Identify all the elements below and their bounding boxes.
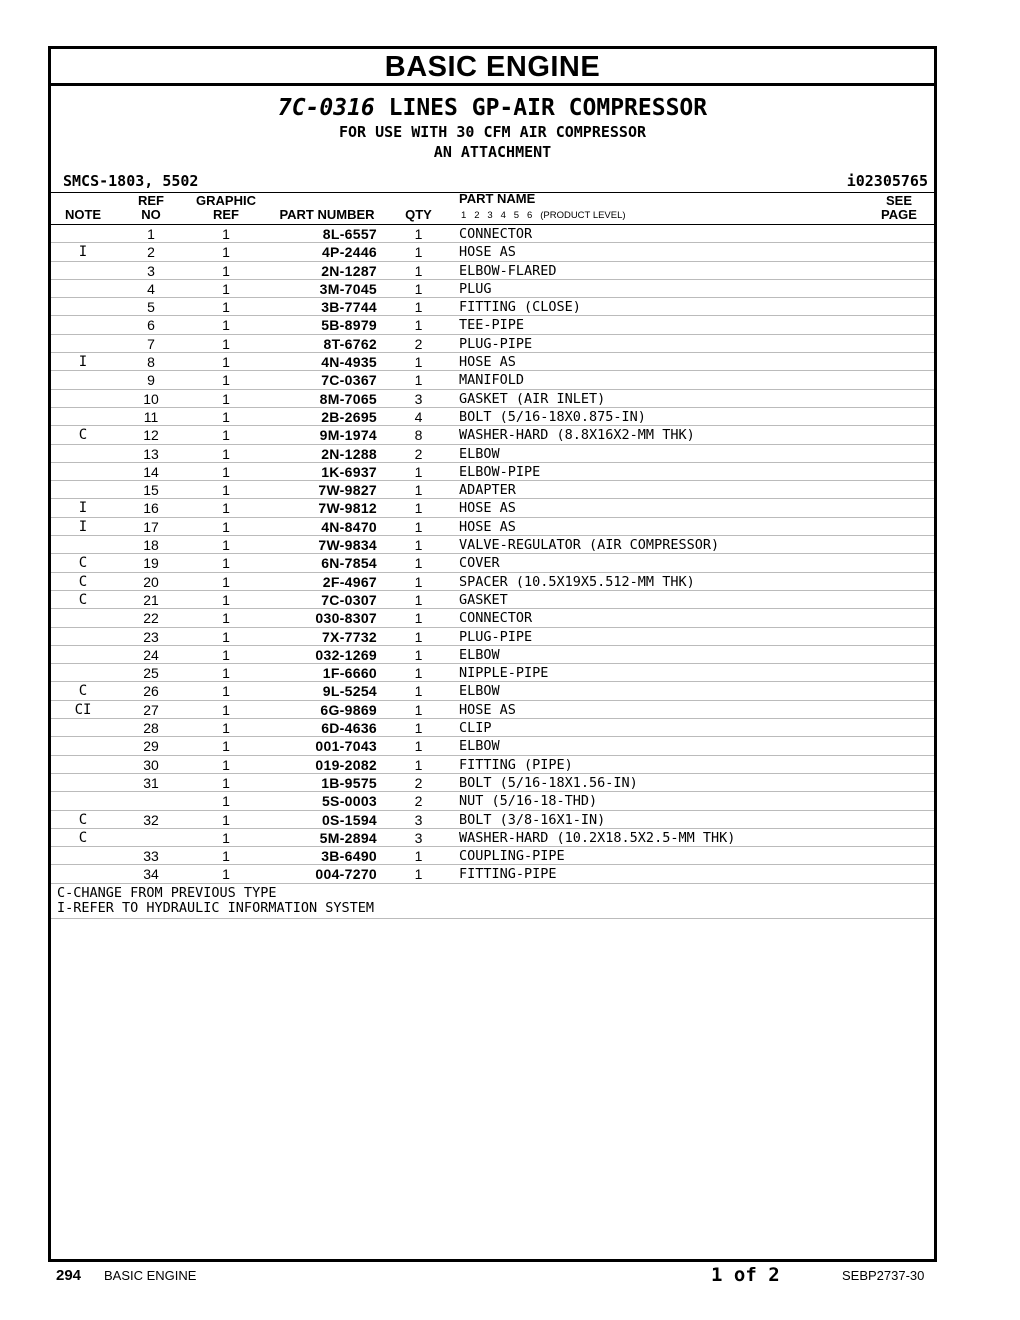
row-part-number: 8T-6762 — [323, 335, 377, 352]
row-graphic-ref: 1 — [222, 299, 230, 316]
row-qty: 1 — [414, 591, 423, 608]
row-part-number: 7C-0367 — [321, 372, 377, 389]
col-note: NOTE — [64, 207, 102, 222]
row-note: I — [78, 244, 88, 261]
row-part-number: 1B-9575 — [321, 774, 377, 791]
row-note: I — [78, 518, 88, 535]
row-part-name: FITTING-PIPE — [459, 866, 557, 883]
table-row — [51, 756, 934, 774]
row-part-number: 6N-7854 — [321, 555, 377, 572]
group-name: LINES GP-AIR COMPRESSOR — [388, 95, 708, 121]
row-part-number: 7W-9812 — [318, 500, 377, 517]
footer-section: BASIC ENGINE — [104, 1268, 197, 1283]
row-part-name: GASKET — [459, 591, 508, 608]
row-ref-no: 13 — [143, 445, 159, 462]
row-ref-no: 12 — [143, 427, 159, 444]
row-part-name: HOSE AS — [459, 701, 516, 718]
row-note: C — [78, 683, 88, 700]
table-row — [51, 481, 934, 499]
row-ref-no: 27 — [143, 701, 159, 718]
col-ref-2: NO — [141, 207, 161, 222]
row-qty: 1 — [414, 354, 423, 371]
notes-legend — [51, 884, 934, 919]
section-title: BASIC ENGINE — [51, 49, 934, 86]
row-ref-no: 29 — [143, 738, 159, 755]
table-row — [51, 573, 934, 591]
table-row — [51, 243, 934, 261]
row-ref-no: 5 — [147, 299, 155, 316]
row-part-number: 2N-1288 — [321, 445, 377, 462]
table-row — [51, 280, 934, 298]
row-graphic-ref: 1 — [222, 354, 230, 371]
row-ref-no: 17 — [143, 518, 159, 535]
table-row — [51, 664, 934, 682]
row-part-number: 5M-2894 — [319, 829, 377, 846]
row-graphic-ref: 1 — [222, 793, 230, 810]
row-note: C — [78, 573, 88, 590]
row-part-name: MANIFOLD — [459, 372, 525, 389]
row-qty: 1 — [414, 683, 423, 700]
row-graphic-ref: 1 — [222, 244, 230, 261]
row-qty: 3 — [414, 811, 423, 828]
row-part-number: 004-7270 — [315, 866, 377, 883]
document-id: i02305765 — [846, 172, 928, 190]
row-qty: 2 — [414, 774, 423, 791]
row-ref-no: 22 — [143, 610, 159, 627]
document-number: SEBP2737-30 — [842, 1268, 925, 1283]
row-part-name: WASHER-HARD (8.8X16X2-MM THK) — [459, 427, 695, 444]
row-part-number: 2N-1287 — [321, 262, 377, 279]
row-part-number: 019-2082 — [315, 756, 377, 773]
row-ref-no: 2 — [147, 244, 155, 261]
row-part-name: SPACER (10.5X19X5.512-MM THK) — [459, 573, 695, 590]
parts-list-frame — [48, 46, 937, 1262]
page-footer — [0, 1262, 1020, 1292]
table-row — [51, 499, 934, 517]
row-qty: 2 — [414, 445, 423, 462]
table-row — [51, 445, 934, 463]
row-qty: 1 — [414, 244, 423, 261]
row-graphic-ref: 1 — [222, 573, 230, 590]
col-product-level: 1 2 3 4 5 6 (PRODUCT LEVEL) — [461, 210, 626, 221]
row-part-number: 1F-6660 — [322, 665, 377, 682]
row-part-number: 7C-0307 — [321, 591, 377, 608]
row-ref-no: 32 — [143, 811, 159, 828]
table-header — [51, 192, 934, 225]
row-graphic-ref: 1 — [222, 756, 230, 773]
row-qty: 1 — [414, 610, 423, 627]
row-part-number: 3M-7045 — [319, 280, 377, 297]
row-ref-no: 28 — [143, 720, 159, 737]
row-qty: 1 — [414, 482, 423, 499]
row-part-name: BOLT (5/16-18X1.56-IN) — [459, 774, 638, 791]
row-qty: 1 — [414, 537, 423, 554]
table-row — [51, 316, 934, 334]
row-part-number: 6G-9869 — [320, 701, 377, 718]
col-graphic-2: REF — [213, 207, 239, 222]
row-qty: 1 — [414, 463, 423, 480]
row-graphic-ref: 1 — [222, 317, 230, 334]
table-row — [51, 426, 934, 444]
row-part-name: ELBOW — [459, 738, 500, 755]
table-row — [51, 646, 934, 664]
row-part-name: CLIP — [459, 720, 492, 737]
row-qty: 1 — [414, 756, 423, 773]
group-heading — [51, 94, 934, 122]
row-ref-no: 3 — [147, 262, 155, 279]
row-graphic-ref: 1 — [222, 500, 230, 517]
row-part-name: PLUG-PIPE — [459, 335, 533, 352]
row-part-name: BOLT (3/8-16X1-IN) — [459, 811, 606, 828]
row-part-name: NIPPLE-PIPE — [459, 665, 549, 682]
row-graphic-ref: 1 — [222, 335, 230, 352]
row-part-number: 2B-2695 — [321, 408, 377, 425]
row-graphic-ref: 1 — [222, 408, 230, 425]
row-part-name: FITTING (CLOSE) — [459, 299, 581, 316]
table-row — [51, 518, 934, 536]
row-ref-no: 10 — [143, 390, 159, 407]
row-qty: 1 — [414, 720, 423, 737]
table-row — [51, 353, 934, 371]
row-part-number: 032-1269 — [315, 646, 377, 663]
col-graphic-1: GRAPHIC — [196, 193, 256, 208]
table-row — [51, 408, 934, 426]
row-part-name: ELBOW-PIPE — [459, 463, 541, 480]
row-note: I — [78, 500, 88, 517]
row-qty: 1 — [414, 372, 423, 389]
row-qty: 1 — [414, 866, 423, 883]
row-graphic-ref: 1 — [222, 518, 230, 535]
row-part-name: ELBOW — [459, 445, 500, 462]
row-part-name: HOSE AS — [459, 518, 516, 535]
row-ref-no: 19 — [143, 555, 159, 572]
table-row — [51, 335, 934, 353]
row-part-number: 7X-7732 — [321, 628, 377, 645]
row-ref-no: 14 — [143, 463, 159, 480]
row-qty: 1 — [414, 646, 423, 663]
row-qty: 1 — [414, 628, 423, 645]
row-part-number: 4P-2446 — [321, 244, 377, 261]
row-part-number: 6D-4636 — [321, 720, 377, 737]
row-part-number: 2F-4967 — [322, 573, 377, 590]
row-ref-no: 34 — [143, 866, 159, 883]
row-part-number: 9L-5254 — [322, 683, 377, 700]
row-part-number: 1K-6937 — [321, 463, 377, 480]
row-graphic-ref: 1 — [222, 482, 230, 499]
parts-table-body — [51, 225, 934, 884]
row-ref-no: 11 — [143, 408, 159, 425]
row-part-number: 8M-7065 — [319, 390, 377, 407]
row-graphic-ref: 1 — [222, 280, 230, 297]
row-ref-no: 25 — [143, 665, 159, 682]
row-graphic-ref: 1 — [222, 811, 230, 828]
row-note: I — [78, 354, 88, 371]
subtitle-usage: FOR USE WITH 30 CFM AIR COMPRESSOR — [338, 123, 647, 141]
table-row — [51, 298, 934, 316]
row-ref-no: 16 — [143, 500, 159, 517]
row-note: CI — [74, 701, 92, 718]
row-part-number: 7W-9834 — [318, 537, 377, 554]
row-part-name: HOSE AS — [459, 500, 516, 517]
row-part-name: ADAPTER — [459, 482, 516, 499]
row-part-name: NUT (5/16-18-THD) — [459, 793, 598, 810]
row-part-name: PLUG — [459, 280, 492, 297]
row-ref-no: 1 — [147, 226, 155, 242]
table-row — [51, 262, 934, 280]
table-row — [51, 225, 934, 243]
table-row — [51, 774, 934, 792]
row-graphic-ref: 1 — [222, 848, 230, 865]
row-ref-no: 6 — [147, 317, 155, 334]
row-part-number: 9M-1974 — [319, 427, 377, 444]
row-ref-no: 15 — [143, 482, 159, 499]
table-row — [51, 609, 934, 627]
row-part-name: CONNECTOR — [459, 226, 533, 242]
row-part-name: HOSE AS — [459, 354, 516, 371]
table-row — [51, 371, 934, 389]
row-part-name: HOSE AS — [459, 244, 516, 261]
row-part-number: 001-7043 — [315, 738, 377, 755]
row-qty: 1 — [414, 280, 423, 297]
row-graphic-ref: 1 — [222, 427, 230, 444]
row-note: C — [78, 591, 88, 608]
row-qty: 3 — [414, 829, 423, 846]
row-ref-no: 23 — [143, 628, 159, 645]
row-ref-no: 4 — [147, 280, 155, 297]
table-row — [51, 847, 934, 865]
table-row — [51, 792, 934, 810]
row-graphic-ref: 1 — [222, 591, 230, 608]
note-change: C-CHANGE FROM PREVIOUS TYPE — [57, 884, 277, 901]
row-graphic-ref: 1 — [222, 720, 230, 737]
row-part-number: 3B-6490 — [321, 848, 377, 865]
row-ref-no: 30 — [143, 756, 159, 773]
row-qty: 3 — [414, 390, 423, 407]
row-qty: 1 — [414, 848, 423, 865]
col-see-2: PAGE — [881, 207, 917, 222]
row-part-name: CONNECTOR — [459, 610, 533, 627]
row-part-number: 5S-0003 — [321, 793, 377, 810]
row-part-name: COUPLING-PIPE — [459, 848, 565, 865]
row-graphic-ref: 1 — [222, 610, 230, 627]
table-row — [51, 463, 934, 481]
row-ref-no: 26 — [143, 683, 159, 700]
row-qty: 8 — [414, 427, 423, 444]
row-part-name: VALVE-REGULATOR (AIR COMPRESSOR) — [459, 537, 720, 554]
row-qty: 2 — [414, 335, 423, 352]
subtitle-attachment: AN ATTACHMENT — [433, 143, 552, 161]
row-qty: 1 — [414, 500, 423, 517]
table-row — [51, 829, 934, 847]
row-part-number: 0S-1594 — [321, 811, 377, 828]
page-of: 1 of 2 — [711, 1264, 780, 1286]
row-note: C — [78, 811, 88, 828]
table-row — [51, 536, 934, 554]
row-graphic-ref: 1 — [222, 738, 230, 755]
row-ref-no: 9 — [147, 372, 155, 389]
table-row — [51, 811, 934, 829]
row-part-name: GASKET (AIR INLET) — [459, 390, 606, 407]
row-ref-no: 31 — [143, 774, 159, 791]
row-graphic-ref: 1 — [222, 555, 230, 572]
row-part-number: 3B-7744 — [321, 299, 377, 316]
row-graphic-ref: 1 — [222, 665, 230, 682]
table-row — [51, 628, 934, 646]
table-row — [51, 591, 934, 609]
smcs-code: SMCS-1803, 5502 — [63, 172, 199, 190]
row-qty: 4 — [414, 408, 423, 425]
row-qty: 1 — [414, 299, 423, 316]
row-ref-no: 33 — [143, 848, 159, 865]
row-ref-no: 20 — [143, 573, 159, 590]
row-graphic-ref: 1 — [222, 866, 230, 883]
row-part-name: WASHER-HARD (10.2X18.5X2.5-MM THK) — [459, 829, 736, 846]
row-qty: 1 — [414, 665, 423, 682]
row-part-name: TEE-PIPE — [459, 317, 525, 334]
row-part-number: 4N-4935 — [321, 354, 377, 371]
row-note: C — [78, 829, 88, 846]
row-part-name: ELBOW-FLARED — [459, 262, 557, 279]
table-row — [51, 719, 934, 737]
row-ref-no: 24 — [143, 646, 159, 663]
page-number: 294 — [56, 1267, 82, 1284]
row-note: C — [78, 555, 88, 572]
row-graphic-ref: 1 — [222, 683, 230, 700]
row-part-number: 7W-9827 — [318, 482, 377, 499]
row-qty: 1 — [414, 738, 423, 755]
row-note: C — [78, 427, 88, 444]
row-part-name: ELBOW — [459, 683, 500, 700]
row-qty: 1 — [414, 226, 423, 242]
table-row — [51, 737, 934, 755]
table-row — [51, 554, 934, 572]
row-graphic-ref: 1 — [222, 372, 230, 389]
row-part-name: ELBOW — [459, 646, 500, 663]
row-graphic-ref: 1 — [222, 463, 230, 480]
row-part-name: BOLT (5/16-18X0.875-IN) — [459, 408, 646, 425]
note-hydraulic: I-REFER TO HYDRAULIC INFORMATION SYSTEM — [57, 899, 374, 916]
row-graphic-ref: 1 — [222, 829, 230, 846]
smcs-row — [51, 168, 934, 192]
group-part-number: 7C-0316 — [277, 95, 375, 121]
row-ref-no: 18 — [143, 537, 159, 554]
table-row — [51, 865, 934, 883]
col-part-number: PART NUMBER — [279, 207, 375, 222]
row-qty: 1 — [414, 573, 423, 590]
row-graphic-ref: 1 — [222, 390, 230, 407]
row-ref-no: 21 — [143, 591, 159, 608]
row-ref-no: 7 — [147, 335, 155, 352]
row-qty: 1 — [414, 555, 423, 572]
row-qty: 2 — [414, 793, 423, 810]
col-see-1: SEE — [885, 193, 912, 208]
row-qty: 1 — [414, 262, 423, 279]
row-graphic-ref: 1 — [222, 262, 230, 279]
row-graphic-ref: 1 — [222, 628, 230, 645]
row-part-name: COVER — [459, 555, 500, 572]
row-qty: 1 — [414, 317, 423, 334]
col-qty: QTY — [405, 207, 432, 222]
row-graphic-ref: 1 — [222, 646, 230, 663]
row-part-number: 8L-6557 — [322, 226, 377, 242]
row-graphic-ref: 1 — [222, 537, 230, 554]
row-graphic-ref: 1 — [222, 226, 230, 242]
col-part-name: PART NAME — [459, 191, 536, 206]
row-part-name: PLUG-PIPE — [459, 628, 533, 645]
row-part-number: 5B-8979 — [321, 317, 377, 334]
row-part-number: 030-8307 — [315, 610, 377, 627]
table-row — [51, 682, 934, 700]
row-part-number: 4N-8470 — [321, 518, 377, 535]
row-graphic-ref: 1 — [222, 445, 230, 462]
row-qty: 1 — [414, 701, 423, 718]
row-graphic-ref: 1 — [222, 701, 230, 718]
row-ref-no: 8 — [147, 354, 155, 371]
row-graphic-ref: 1 — [222, 774, 230, 791]
table-row — [51, 701, 934, 719]
row-part-name: FITTING (PIPE) — [459, 756, 573, 773]
row-qty: 1 — [414, 518, 423, 535]
table-row — [51, 390, 934, 408]
col-ref-1: REF — [138, 193, 164, 208]
